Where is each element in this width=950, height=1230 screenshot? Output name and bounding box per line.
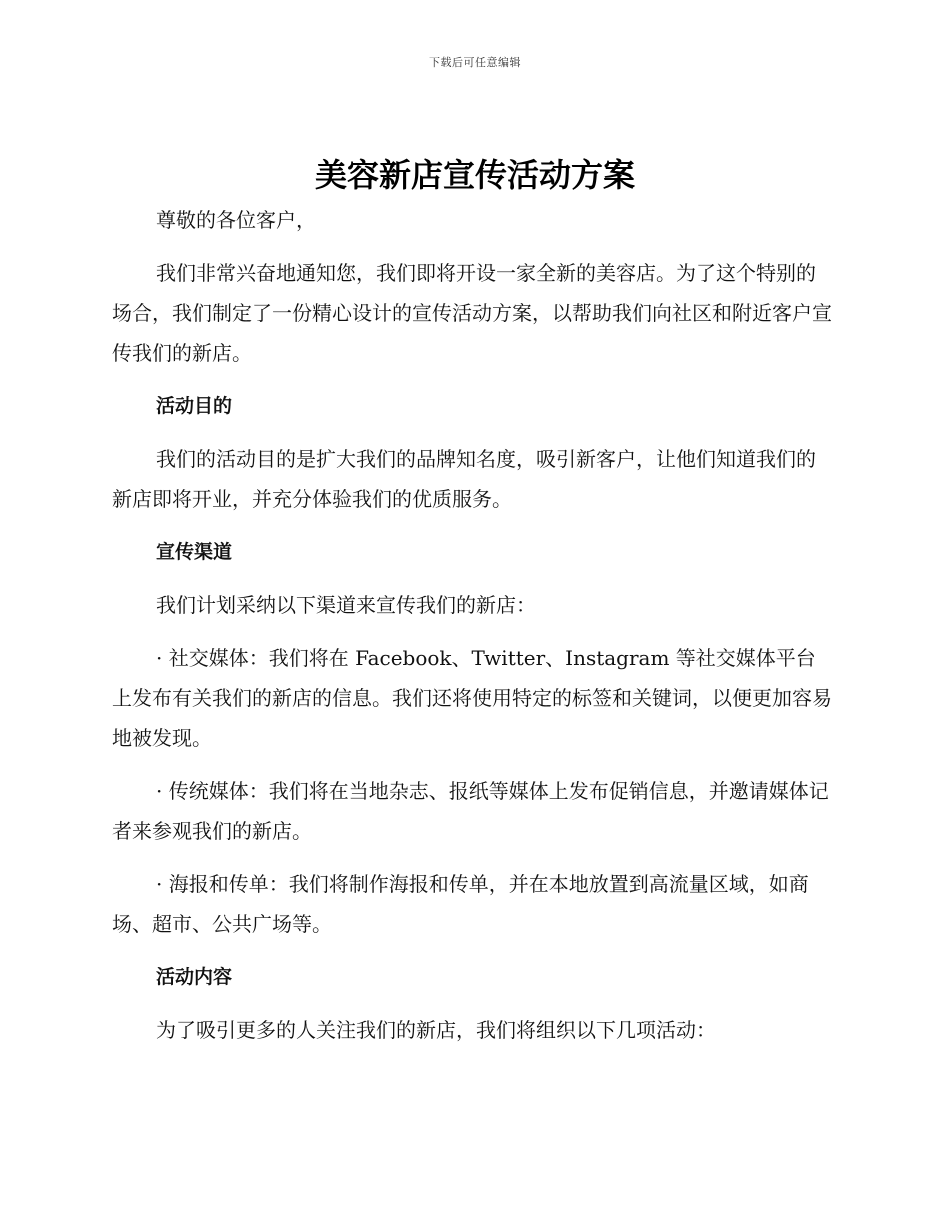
channels-intro-paragraph: 我们计划采纳以下渠道来宣传我们的新店： (156, 593, 536, 617)
document-title: 美容新店宣传活动方案 (314, 156, 635, 194)
intro-paragraph: 我们非常兴奋地通知您，我们即将开设一家全新的美容店。为了这个特别的场合，我们制定了一份精心设计的宣传活动方案，以帮助我们向社区和附近客户宣传我们的新店。 (112, 261, 832, 365)
content-intro-paragraph: 为了吸引更多的人关注我们的新店，我们将组织以下几项活动： (156, 1018, 716, 1042)
greeting-paragraph: 尊敬的各位客户， (156, 208, 316, 232)
channel-item-traditional-media: · 传统媒体：我们将在当地杂志、报纸等媒体上发布促销信息，并邀请媒体记者来参观我们的新店。 (112, 779, 829, 843)
goal-paragraph: 我们的活动目的是扩大我们的品牌知名度，吸引新客户，让他们知道我们的新店即将开业，并充分体验我们的优质服务。 (112, 447, 816, 511)
header-note: 下载后可任意编辑 (429, 56, 521, 69)
section-heading-channels: 宣传渠道 (156, 541, 233, 563)
channel-item-posters-flyers: · 海报和传单：我们将制作海报和传单，并在本地放置到高流量区域，如商场、超市、公共广场等。 (112, 872, 809, 936)
section-heading-content: 活动内容 (156, 966, 233, 988)
section-heading-goal: 活动目的 (156, 395, 233, 417)
document-body (112, 200, 832, 1063)
channel-item-social-media: · 社交媒体：我们将在 Facebook、Twitter、Instagram 等社交媒体平台上发布有关我们的新店的信息。我们还将使用特定的标签和关键词，以便更加容易地被发现。 (112, 646, 832, 750)
